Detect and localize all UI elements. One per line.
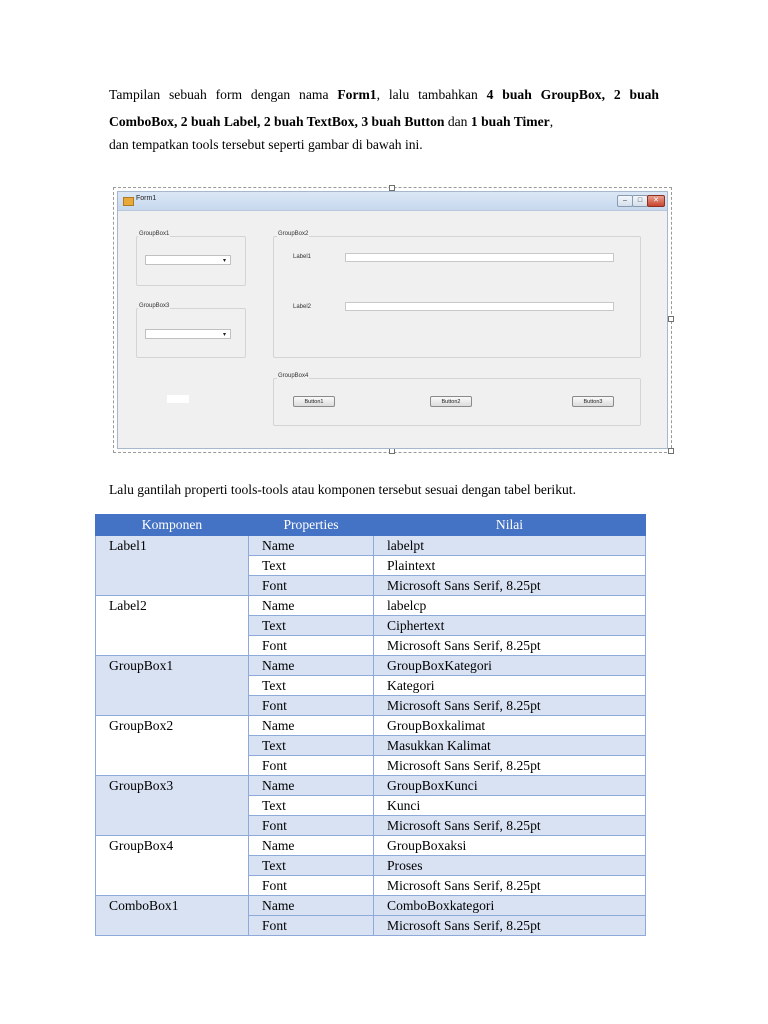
component-cell: GroupBox4 [96,836,249,896]
value-cell: Masukkan Kalimat [374,736,646,756]
groupbox3-label: GroupBox3 [139,303,170,309]
value-cell: Kategori [374,676,646,696]
intro-text: , lalu tambahkan [376,87,487,102]
table-row [96,656,646,676]
textbox1[interactable] [345,253,614,262]
button1[interactable]: Button1 [293,396,335,407]
value-cell: GroupBoxkalimat [374,716,646,736]
form-titlebar [118,192,667,211]
table-row [96,896,646,916]
intro-bold-form1: Form1 [337,87,377,102]
property-cell: Name [249,536,374,556]
form-title: Form1 [136,195,157,202]
value-cell: GroupBoxaksi [374,836,646,856]
component-cell: Label2 [96,596,249,656]
value-cell: Microsoft Sans Serif, 8.25pt [374,696,646,716]
label1: Label1 [293,254,312,260]
component-cell: GroupBox3 [96,776,249,836]
groupbox2-label: GroupBox2 [278,231,309,237]
intro-line3: dan tempatkan tools tersebut seperti gambar di bawah ini. [109,137,423,152]
property-cell: Text [249,856,374,876]
form-icon [123,197,134,206]
resize-handle[interactable] [668,316,674,322]
intro-paragraph [109,82,659,135]
property-cell: Font [249,756,374,776]
value-cell: GroupBoxKunci [374,776,646,796]
value-cell: Microsoft Sans Serif, 8.25pt [374,816,646,836]
intro-text: dan [444,113,471,129]
property-cell: Text [249,736,374,756]
property-cell: Font [249,876,374,896]
chevron-down-icon: ▾ [222,332,226,338]
groupbox1-label: GroupBox1 [139,231,170,237]
minimize-icon[interactable]: – [617,195,633,207]
intro-text: Tampilan sebuah form dengan nama [109,87,338,102]
property-cell: Name [249,596,374,616]
property-cell: Font [249,636,374,656]
properties-table [95,514,646,936]
property-cell: Text [249,556,374,576]
property-cell: Text [249,676,374,696]
combobox2[interactable] [145,329,231,339]
value-cell: Microsoft Sans Serif, 8.25pt [374,876,646,896]
label2: Label2 [293,304,312,310]
property-cell: Name [249,716,374,736]
component-cell: GroupBox2 [96,716,249,776]
value-cell: Proses [374,856,646,876]
intro-bold-timer: 1 buah Timer [470,113,550,129]
component-cell: GroupBox1 [96,656,249,716]
component-cell: ComboBox1 [96,896,249,936]
property-cell: Name [249,896,374,916]
property-cell: Font [249,816,374,836]
resize-handle[interactable] [668,448,674,454]
groupbox4-label: GroupBox4 [278,373,309,379]
property-cell: Text [249,796,374,816]
value-cell: Plaintext [374,556,646,576]
form1-window [117,191,668,449]
table-row [96,716,646,736]
header-komponen: Komponen [96,515,249,536]
table-header-row [96,515,646,536]
component-cell: Label1 [96,536,249,596]
value-cell: Ciphertext [374,616,646,636]
table-row [96,776,646,796]
timer-placeholder [167,395,189,403]
value-cell: Microsoft Sans Serif, 8.25pt [374,756,646,776]
intro-text: , [549,113,554,129]
maximize-icon[interactable]: □ [632,195,648,207]
property-cell: Text [249,616,374,636]
table-row [96,536,646,556]
value-cell: Microsoft Sans Serif, 8.25pt [374,576,646,596]
property-cell: Font [249,916,374,936]
textbox2[interactable] [345,302,614,311]
property-cell: Name [249,656,374,676]
header-properties: Properties [249,515,374,536]
property-cell: Name [249,776,374,796]
form-designer-screenshot [113,187,672,453]
button3[interactable]: Button3 [572,396,614,407]
table-row [96,836,646,856]
header-nilai: Nilai [374,515,646,536]
button2[interactable]: Button2 [430,396,472,407]
value-cell: labelpt [374,536,646,556]
value-cell: Microsoft Sans Serif, 8.25pt [374,636,646,656]
value-cell: Microsoft Sans Serif, 8.25pt [374,916,646,936]
value-cell: ComboBoxkategori [374,896,646,916]
value-cell: labelcp [374,596,646,616]
instruction-text: Lalu gantilah properti tools-tools atau komponen tersebut sesuai dengan tabel berikut. [109,482,576,497]
value-cell: GroupBoxKategori [374,656,646,676]
intro-bold-components: 4 buah GroupBox, 2 buah ComboBox, 2 buah Label, 2 buah TextBox, 3 buah Button [109,87,659,129]
value-cell: Kunci [374,796,646,816]
property-cell: Name [249,836,374,856]
combobox1[interactable] [145,255,231,265]
property-cell: Font [249,576,374,596]
property-cell: Font [249,696,374,716]
table-row [96,596,646,616]
close-icon[interactable]: ✕ [647,195,665,207]
chevron-down-icon: ▾ [222,258,226,264]
